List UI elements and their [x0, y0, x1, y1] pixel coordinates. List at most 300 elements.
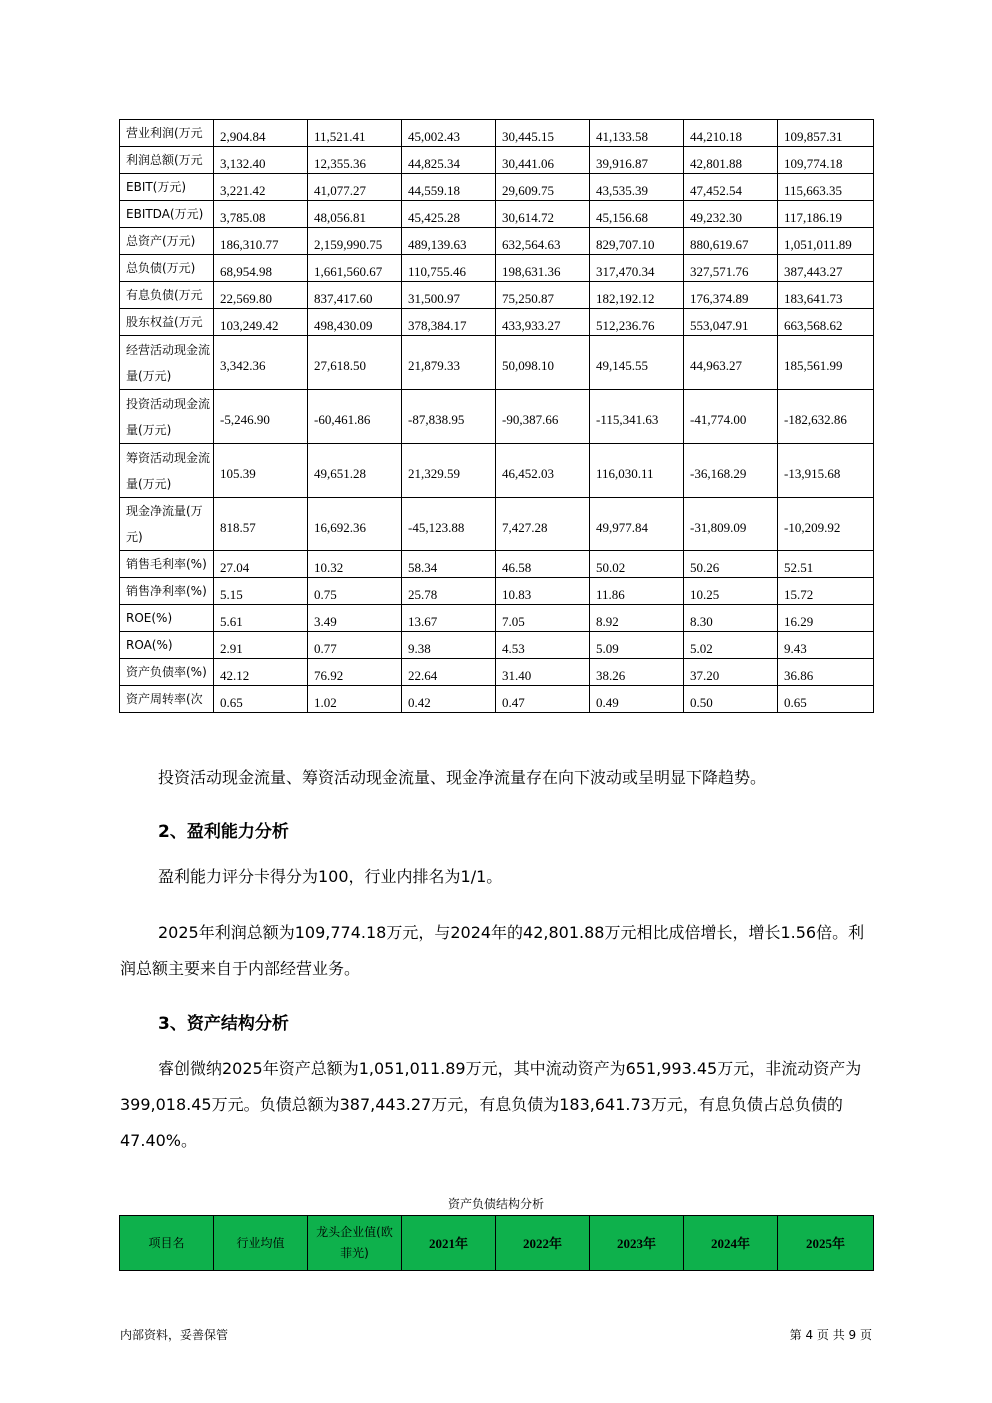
table-cell [590, 336, 684, 390]
table-cell [684, 336, 778, 390]
table-cell [684, 174, 778, 201]
table-cell [402, 120, 496, 147]
cell-value: 29,609.75 [502, 182, 554, 198]
cell-value: -87,838.95 [408, 412, 465, 427]
cell-value: 11,521.41 [314, 128, 366, 144]
cell-value: 25.78 [408, 586, 438, 602]
profit-heading: 2、盈利能力分析 [158, 822, 289, 842]
table-cell [684, 632, 778, 659]
row-label: ROE(%) [120, 605, 214, 632]
row-label: 筹资活动现金流量(万元) [120, 444, 214, 498]
table-caption: 资产负债结构分析 [447, 1197, 544, 1211]
table-cell [214, 632, 308, 659]
table-cell [308, 686, 402, 713]
table-cell [496, 255, 590, 282]
row-label: 销售净利率(%) [120, 578, 214, 605]
cell-value: 115,663.35 [784, 182, 843, 198]
table-row [120, 147, 874, 174]
table-cell [214, 578, 308, 605]
cell-value: 317,470.34 [596, 263, 655, 279]
table-cell [402, 336, 496, 390]
table-cell [590, 605, 684, 632]
financial-indicators-table [119, 119, 874, 713]
table-cell [214, 174, 308, 201]
cell-value: 46,452.03 [502, 466, 554, 481]
cell-value: 52.51 [784, 559, 814, 575]
cell-value: -60,461.86 [314, 412, 371, 427]
row-label: 营业利润(万元 [120, 120, 214, 147]
cell-value: 1,051,011.89 [784, 236, 852, 252]
trend-paragraph: 投资活动现金流量、筹资活动现金流量、现金净流量存在向下波动或呈明显下降趋势。 [158, 768, 767, 787]
cell-value: 0.65 [784, 694, 807, 710]
cell-value: 2,159,990.75 [314, 236, 383, 252]
row-label: 总负债(万元) [120, 255, 214, 282]
row-label: EBIT(万元) [120, 174, 214, 201]
table-cell [590, 659, 684, 686]
table-cell [778, 632, 874, 659]
table-cell [590, 632, 684, 659]
table-cell [778, 255, 874, 282]
table-cell [684, 444, 778, 498]
row-label: 有息负债(万元 [120, 282, 214, 309]
table-cell [496, 147, 590, 174]
table-row [120, 444, 874, 498]
cell-value: 39,916.87 [596, 155, 648, 171]
cell-value: 8.92 [596, 613, 619, 629]
table-cell [684, 309, 778, 336]
table-cell [402, 282, 496, 309]
table-cell [590, 201, 684, 228]
table-cell [684, 551, 778, 578]
table-cell [402, 255, 496, 282]
cell-value: 30,614.72 [502, 209, 554, 225]
cell-value: 5.02 [690, 640, 713, 656]
cell-value: 44,963.27 [690, 358, 742, 373]
table-cell [778, 336, 874, 390]
cell-value: 44,559.18 [408, 182, 460, 198]
table-row [120, 605, 874, 632]
table-cell [778, 309, 874, 336]
table-row [120, 578, 874, 605]
cell-value: 103,249.42 [220, 317, 279, 333]
table-row [120, 228, 874, 255]
table-cell [778, 551, 874, 578]
cell-value: 3,221.42 [220, 182, 266, 198]
footer-page-number: 第 4 页 共 9 页 [789, 1328, 872, 1342]
header-cell: 2024年 [684, 1216, 778, 1271]
table-cell [496, 201, 590, 228]
cell-value: 186,310.77 [220, 236, 279, 252]
cell-value: 49,232.30 [690, 209, 742, 225]
table-cell [402, 201, 496, 228]
table-cell [402, 605, 496, 632]
table-cell [590, 498, 684, 551]
table-cell [684, 228, 778, 255]
table-cell [496, 498, 590, 551]
table-cell [214, 282, 308, 309]
cell-value: 12,355.36 [314, 155, 366, 171]
cell-value: 44,825.34 [408, 155, 460, 171]
table-cell [308, 147, 402, 174]
assets-paragraph: 睿创微纳2025年资产总额为1,051,011.89万元，其中流动资产为651,993.45万元，非流动资产为399,018.45万元。负债总额为387,443.27万元，有息负债为183,641.73万元，有息负债占总负债的47.40%。 [120, 1059, 862, 1150]
cell-value: -31,809.09 [690, 519, 747, 535]
cell-value: 8.30 [690, 613, 713, 629]
cell-value: 41,077.27 [314, 182, 366, 198]
cell-value: -41,774.00 [690, 412, 747, 427]
table-row [120, 551, 874, 578]
table-cell [778, 147, 874, 174]
table-cell [308, 659, 402, 686]
table-row [120, 201, 874, 228]
table-cell [402, 174, 496, 201]
table-cell [402, 444, 496, 498]
table-cell [496, 605, 590, 632]
table-cell [214, 120, 308, 147]
cell-value: 50.26 [690, 559, 720, 575]
table-cell [308, 336, 402, 390]
cell-value: 9.38 [408, 640, 431, 656]
table-cell [590, 174, 684, 201]
table-cell [496, 444, 590, 498]
table-row [120, 309, 874, 336]
cell-value: 50.02 [596, 559, 626, 575]
header-cell: 项目名 [120, 1216, 214, 1271]
row-label: EBITDA(万元) [120, 201, 214, 228]
table-cell [214, 605, 308, 632]
table-row [120, 282, 874, 309]
table-cell [778, 498, 874, 551]
cell-value: 663,568.62 [784, 317, 843, 333]
header-cell: 龙头企业值(欧菲光) [308, 1216, 402, 1271]
table-cell [214, 444, 308, 498]
table-cell [778, 686, 874, 713]
table-row [120, 255, 874, 282]
row-label: 总资产(万元) [120, 228, 214, 255]
table-cell [496, 282, 590, 309]
table-cell [778, 390, 874, 444]
cell-value: 0.47 [502, 694, 525, 710]
cell-value: 45,425.28 [408, 209, 460, 225]
table-cell [308, 228, 402, 255]
cell-value: 829,707.10 [596, 236, 655, 252]
table-cell [778, 174, 874, 201]
table-cell [402, 147, 496, 174]
cell-value: -182,632.86 [784, 412, 847, 427]
table-cell [308, 390, 402, 444]
cell-value: 387,443.27 [784, 263, 843, 279]
table-cell [496, 578, 590, 605]
table-cell [684, 255, 778, 282]
table-cell [402, 659, 496, 686]
cell-value: 433,933.27 [502, 317, 561, 333]
cell-value: 47,452.54 [690, 182, 742, 198]
table-cell [684, 201, 778, 228]
cell-value: 16,692.36 [314, 519, 366, 535]
table-cell [308, 201, 402, 228]
score-paragraph: 盈利能力评分卡得分为100，行业内排名为1/1。 [158, 867, 503, 886]
cell-value: 4.53 [502, 640, 525, 656]
table-cell [590, 255, 684, 282]
cell-value: 512,236.76 [596, 317, 655, 333]
cell-value: 837,417.60 [314, 290, 373, 306]
table-cell [214, 390, 308, 444]
row-label: 现金净流量(万元) [120, 498, 214, 551]
cell-value: 16.29 [784, 613, 814, 629]
cell-value: 489,139.63 [408, 236, 467, 252]
cell-value: 198,631.36 [502, 263, 561, 279]
cell-value: 110,755.46 [408, 263, 467, 279]
cell-value: 5.15 [220, 586, 243, 602]
cell-value: 13.67 [408, 613, 438, 629]
cell-value: 109,774.18 [784, 155, 843, 171]
table-cell [214, 147, 308, 174]
cell-value: 68,954.98 [220, 263, 272, 279]
table-cell [684, 120, 778, 147]
cell-value: 45,156.68 [596, 209, 648, 225]
cell-value: 880,619.67 [690, 236, 749, 252]
cell-value: 10.83 [502, 586, 532, 602]
table-cell [590, 120, 684, 147]
cell-value: 42.12 [220, 667, 250, 683]
table-cell [778, 444, 874, 498]
table-cell [590, 578, 684, 605]
table-cell [308, 605, 402, 632]
row-label: 经营活动现金流量(万元) [120, 336, 214, 390]
cell-value: 10.32 [314, 559, 344, 575]
table-cell [496, 336, 590, 390]
table-header-row [120, 1216, 874, 1271]
cell-value: 0.65 [220, 694, 243, 710]
cell-value: 3,342.36 [220, 358, 266, 373]
table-cell [214, 498, 308, 551]
table-cell [684, 578, 778, 605]
table-cell [308, 309, 402, 336]
table-cell [496, 174, 590, 201]
table-cell [778, 578, 874, 605]
table-cell [590, 444, 684, 498]
cell-value: 11.86 [596, 586, 625, 602]
cell-value: -115,341.63 [596, 412, 659, 427]
table-cell [308, 444, 402, 498]
cell-value: 41,133.58 [596, 128, 648, 144]
table-cell [684, 390, 778, 444]
row-label: 股东权益(万元 [120, 309, 214, 336]
cell-value: -13,915.68 [784, 466, 841, 481]
cell-value: 30,441.06 [502, 155, 554, 171]
table-cell [308, 282, 402, 309]
table-cell [308, 632, 402, 659]
table-row [120, 632, 874, 659]
table-cell [778, 282, 874, 309]
table-row [120, 174, 874, 201]
cell-value: 48,056.81 [314, 209, 366, 225]
table-row [120, 686, 874, 713]
cell-value: 183,641.73 [784, 290, 843, 306]
cell-value: -10,209.92 [784, 519, 841, 535]
table-cell [402, 551, 496, 578]
table-cell [496, 228, 590, 255]
table-cell [214, 309, 308, 336]
cell-value: 185,561.99 [784, 358, 843, 373]
table-cell [308, 551, 402, 578]
table-cell [590, 147, 684, 174]
table-row [120, 336, 874, 390]
cell-value: 3.49 [314, 613, 337, 629]
cell-value: 22.64 [408, 667, 438, 683]
cell-value: 0.77 [314, 640, 337, 656]
cell-value: 49,651.28 [314, 466, 366, 481]
cell-value: 818.57 [220, 519, 256, 535]
cell-value: 42,801.88 [690, 155, 742, 171]
table-cell [308, 255, 402, 282]
header-cell: 2023年 [590, 1216, 684, 1271]
cell-value: 9.43 [784, 640, 807, 656]
table-cell [308, 578, 402, 605]
cell-value: 38.26 [596, 667, 626, 683]
cell-value: 30,445.15 [502, 128, 554, 144]
cell-value: 46.58 [502, 559, 532, 575]
cell-value: -90,387.66 [502, 412, 559, 427]
cell-value: 632,564.63 [502, 236, 561, 252]
profit-paragraph: 2025年利润总额为109,774.18万元，与2024年的42,801.88万元相比成倍增长，增长1.56倍。利润总额主要来自于内部经营业务。 [120, 923, 865, 978]
table-cell [214, 228, 308, 255]
row-label: ROA(%) [120, 632, 214, 659]
cell-value: 27.04 [220, 559, 250, 575]
table-cell [402, 228, 496, 255]
table-cell [308, 120, 402, 147]
header-cell: 2021年 [402, 1216, 496, 1271]
table-cell [214, 201, 308, 228]
cell-value: 75,250.87 [502, 290, 554, 306]
table-cell [402, 686, 496, 713]
cell-value: -45,123.88 [408, 519, 465, 535]
table-cell [684, 498, 778, 551]
cell-value: 1.02 [314, 694, 337, 710]
table-row [120, 120, 874, 147]
cell-value: 44,210.18 [690, 128, 742, 144]
table-cell [214, 336, 308, 390]
table-cell [590, 390, 684, 444]
table-cell [402, 309, 496, 336]
row-label: 投资活动现金流量(万元) [120, 390, 214, 444]
cell-value: 105.39 [220, 466, 256, 481]
cell-value: 36.86 [784, 667, 814, 683]
cell-value: 0.75 [314, 586, 337, 602]
table-cell [496, 309, 590, 336]
cell-value: 37.20 [690, 667, 720, 683]
cell-value: 1,661,560.67 [314, 263, 383, 279]
footer-confidential: 内部资料，妥善保管 [120, 1328, 229, 1342]
table-cell [496, 120, 590, 147]
table-cell [308, 174, 402, 201]
table-cell [214, 255, 308, 282]
cell-value: 2.91 [220, 640, 243, 656]
table-cell [496, 659, 590, 686]
cell-value: 58.34 [408, 559, 438, 575]
table-cell [684, 605, 778, 632]
cell-value: 176,374.89 [690, 290, 749, 306]
row-label: 资产负债率(%) [120, 659, 214, 686]
header-cell: 行业均值 [214, 1216, 308, 1271]
table-row [120, 390, 874, 444]
cell-value: 109,857.31 [784, 128, 843, 144]
table-cell [402, 578, 496, 605]
header-cell: 2022年 [496, 1216, 590, 1271]
table-row [120, 659, 874, 686]
table-cell [590, 551, 684, 578]
cell-value: 0.42 [408, 694, 431, 710]
cell-value: 21,879.33 [408, 358, 460, 373]
cell-value: 3,785.08 [220, 209, 266, 225]
cell-value: 2,904.84 [220, 128, 266, 144]
cell-value: 21,329.59 [408, 466, 460, 481]
cell-value: 3,132.40 [220, 155, 266, 171]
cell-value: 76.92 [314, 667, 344, 683]
table-cell [496, 390, 590, 444]
table-cell [214, 686, 308, 713]
table-cell [214, 659, 308, 686]
cell-value: 182,192.12 [596, 290, 655, 306]
cell-value: 116,030.11 [596, 466, 654, 481]
cell-value: -36,168.29 [690, 466, 747, 481]
cell-value: 5.61 [220, 613, 243, 629]
cell-value: 27,618.50 [314, 358, 366, 373]
cell-value: 31.40 [502, 667, 532, 683]
row-label: 利润总额(万元 [120, 147, 214, 174]
cell-value: 49,145.55 [596, 358, 648, 373]
table-cell [778, 201, 874, 228]
cell-value: 7,427.28 [502, 519, 548, 535]
table-cell [308, 498, 402, 551]
cell-value: 117,186.19 [784, 209, 843, 225]
cell-value: 45,002.43 [408, 128, 460, 144]
table-cell [778, 605, 874, 632]
table-cell [590, 282, 684, 309]
table-cell [402, 498, 496, 551]
table-cell [778, 228, 874, 255]
table-cell [778, 120, 874, 147]
balance-structure-table [119, 1215, 874, 1271]
cell-value: 15.72 [784, 586, 814, 602]
table-row [120, 498, 874, 551]
table-cell [684, 282, 778, 309]
cell-value: 327,571.76 [690, 263, 749, 279]
table-cell [402, 390, 496, 444]
table-cell [496, 551, 590, 578]
row-label: 销售毛利率(%) [120, 551, 214, 578]
table-cell [590, 228, 684, 255]
cell-value: 50,098.10 [502, 358, 554, 373]
cell-value: 22,569.80 [220, 290, 272, 306]
table-cell [590, 686, 684, 713]
cell-value: 378,384.17 [408, 317, 467, 333]
table-cell [402, 632, 496, 659]
cell-value: 7.05 [502, 613, 525, 629]
table-cell [684, 147, 778, 174]
cell-value: 498,430.09 [314, 317, 373, 333]
cell-value: 0.50 [690, 694, 713, 710]
cell-value: 43,535.39 [596, 182, 648, 198]
table-cell [214, 551, 308, 578]
cell-value: 553,047.91 [690, 317, 749, 333]
cell-value: 49,977.84 [596, 519, 648, 535]
cell-value: 10.25 [690, 586, 720, 602]
assets-heading: 3、资产结构分析 [158, 1014, 289, 1034]
row-label: 资产周转率(次 [120, 686, 214, 713]
cell-value: 31,500.97 [408, 290, 460, 306]
table-cell [590, 309, 684, 336]
table-cell [778, 659, 874, 686]
